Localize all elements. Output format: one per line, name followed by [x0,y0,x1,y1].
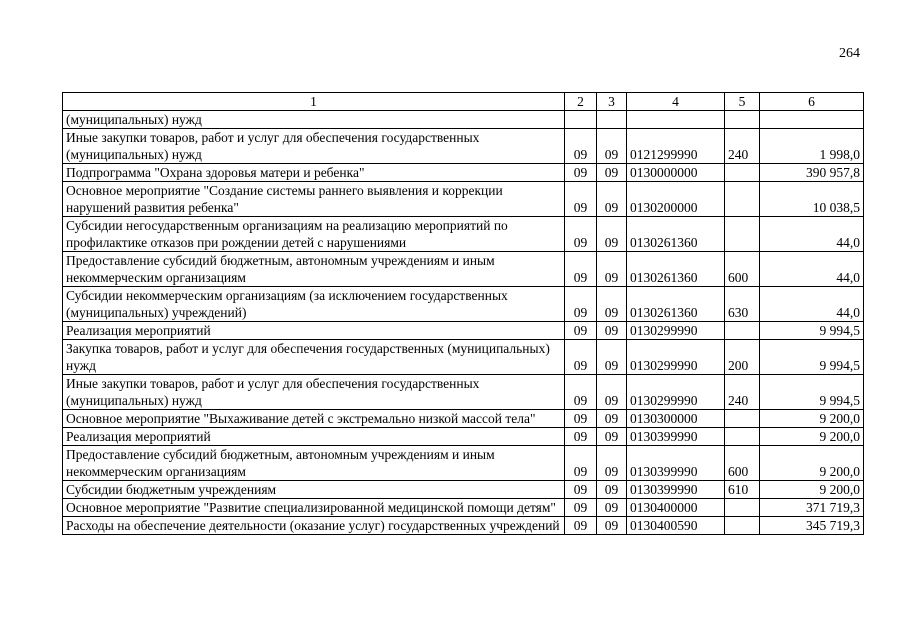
expense-type-cell: 240 [725,375,760,410]
section-cell: 09 [565,410,597,428]
section-cell: 09 [565,182,597,217]
target-article-cell: 0130261360 [627,287,725,322]
row-name-cell: Реализация мероприятий [63,322,565,340]
subsection-cell: 09 [597,252,627,287]
subsection-cell: 09 [597,517,627,535]
table-row [63,499,864,517]
target-article-cell: 0130399990 [627,446,725,481]
expense-type-cell: 600 [725,252,760,287]
expense-type-cell [725,410,760,428]
header-cell: 6 [760,93,864,111]
amount-cell: 9 200,0 [760,446,864,481]
expense-type-cell [725,517,760,535]
table-row [63,252,864,287]
target-article-cell: 0130299990 [627,375,725,410]
section-cell: 09 [565,129,597,164]
amount-cell: 44,0 [760,252,864,287]
target-article-cell: 0130299990 [627,322,725,340]
expense-type-cell [725,428,760,446]
table-body [63,111,864,535]
row-name-cell: Реализация мероприятий [63,428,565,446]
amount-cell: 371 719,3 [760,499,864,517]
subsection-cell: 09 [597,375,627,410]
section-cell: 09 [565,322,597,340]
expense-type-cell [725,111,760,129]
section-cell: 09 [565,375,597,410]
row-name-cell: Подпрограмма "Охрана здоровья матери и ребенка" [63,164,565,182]
expense-type-cell [725,164,760,182]
expense-type-cell [725,322,760,340]
subsection-cell [597,111,627,129]
header-cell: 2 [565,93,597,111]
expense-type-cell: 600 [725,446,760,481]
table-row [63,111,864,129]
amount-cell: 1 998,0 [760,129,864,164]
page-number: 264 [839,46,860,61]
subsection-cell: 09 [597,129,627,164]
target-article-cell: 0130299990 [627,340,725,375]
amount-cell: 10 038,5 [760,182,864,217]
row-name-cell: Основное мероприятие "Выхаживание детей с экстремально низкой массой тела" [63,410,565,428]
amount-cell: 345 719,3 [760,517,864,535]
expense-type-cell: 610 [725,481,760,499]
amount-cell: 9 200,0 [760,410,864,428]
table-row [63,428,864,446]
target-article-cell [627,111,725,129]
subsection-cell: 09 [597,322,627,340]
table-row [63,481,864,499]
table-row [63,375,864,410]
table-row [63,182,864,217]
row-name-cell: Основное мероприятие "Развитие специализированной медицинской помощи детям" [63,499,565,517]
row-name-cell: Иные закупки товаров, работ и услуг для обеспечения государственных (муниципальных) нужд [63,375,565,410]
subsection-cell: 09 [597,287,627,322]
budget-table [62,92,864,535]
amount-cell [760,111,864,129]
target-article-cell: 0130300000 [627,410,725,428]
subsection-cell: 09 [597,217,627,252]
table-row [63,322,864,340]
row-name-cell: Субсидии негосударственным организациям на реализацию мероприятий по профилактике отказов при рождении детей с нарушениями [63,217,565,252]
subsection-cell: 09 [597,164,627,182]
expense-type-cell [725,499,760,517]
table-row [63,217,864,252]
amount-cell: 9 994,5 [760,322,864,340]
section-cell: 09 [565,481,597,499]
target-article-cell: 0130000000 [627,164,725,182]
table-row [63,129,864,164]
row-name-cell: Основное мероприятие "Создание системы раннего выявления и коррекции нарушений развития ребенка" [63,182,565,217]
section-cell: 09 [565,517,597,535]
section-cell: 09 [565,446,597,481]
subsection-cell: 09 [597,499,627,517]
target-article-cell: 0130399990 [627,481,725,499]
row-name-cell: Иные закупки товаров, работ и услуг для обеспечения государственных (муниципальных) нужд [63,129,565,164]
row-name-cell: Расходы на обеспечение деятельности (оказание услуг) государственных учреждений [63,517,565,535]
target-article-cell: 0130200000 [627,182,725,217]
table-row [63,287,864,322]
expense-type-cell: 200 [725,340,760,375]
expense-type-cell [725,217,760,252]
expense-type-cell: 630 [725,287,760,322]
section-cell: 09 [565,340,597,375]
target-article-cell: 0121299990 [627,129,725,164]
row-name-cell: Закупка товаров, работ и услуг для обеспечения государственных (муниципальных) нужд [63,340,565,375]
table-row [63,340,864,375]
section-cell: 09 [565,287,597,322]
amount-cell: 9 200,0 [760,481,864,499]
header-cell: 3 [597,93,627,111]
row-name-cell: Предоставление субсидий бюджетным, автономным учреждениям и иным некоммерческим организациям [63,446,565,481]
header-row [63,93,864,111]
table-row [63,410,864,428]
section-cell: 09 [565,499,597,517]
amount-cell: 390 957,8 [760,164,864,182]
table-row [63,517,864,535]
expense-type-cell: 240 [725,129,760,164]
section-cell [565,111,597,129]
subsection-cell: 09 [597,428,627,446]
row-name-cell: Субсидии бюджетным учреждениям [63,481,565,499]
row-name-cell: (муниципальных) нужд [63,111,565,129]
amount-cell: 9 200,0 [760,428,864,446]
expense-type-cell [725,182,760,217]
row-name-cell: Предоставление субсидий бюджетным, автономным учреждениям и иным некоммерческим организациям [63,252,565,287]
header-cell: 4 [627,93,725,111]
target-article-cell: 0130261360 [627,217,725,252]
table-row [63,446,864,481]
header-cell: 5 [725,93,760,111]
subsection-cell: 09 [597,446,627,481]
amount-cell: 9 994,5 [760,375,864,410]
target-article-cell: 0130400590 [627,517,725,535]
header-cell: 1 [63,93,565,111]
section-cell: 09 [565,164,597,182]
subsection-cell: 09 [597,340,627,375]
amount-cell: 44,0 [760,217,864,252]
target-article-cell: 0130399990 [627,428,725,446]
section-cell: 09 [565,252,597,287]
section-cell: 09 [565,428,597,446]
subsection-cell: 09 [597,182,627,217]
subsection-cell: 09 [597,481,627,499]
target-article-cell: 0130400000 [627,499,725,517]
table-row [63,164,864,182]
target-article-cell: 0130261360 [627,252,725,287]
amount-cell: 9 994,5 [760,340,864,375]
subsection-cell: 09 [597,410,627,428]
row-name-cell: Субсидии некоммерческим организациям (за исключением государственных (муниципальных) учреждений) [63,287,565,322]
amount-cell: 44,0 [760,287,864,322]
section-cell: 09 [565,217,597,252]
